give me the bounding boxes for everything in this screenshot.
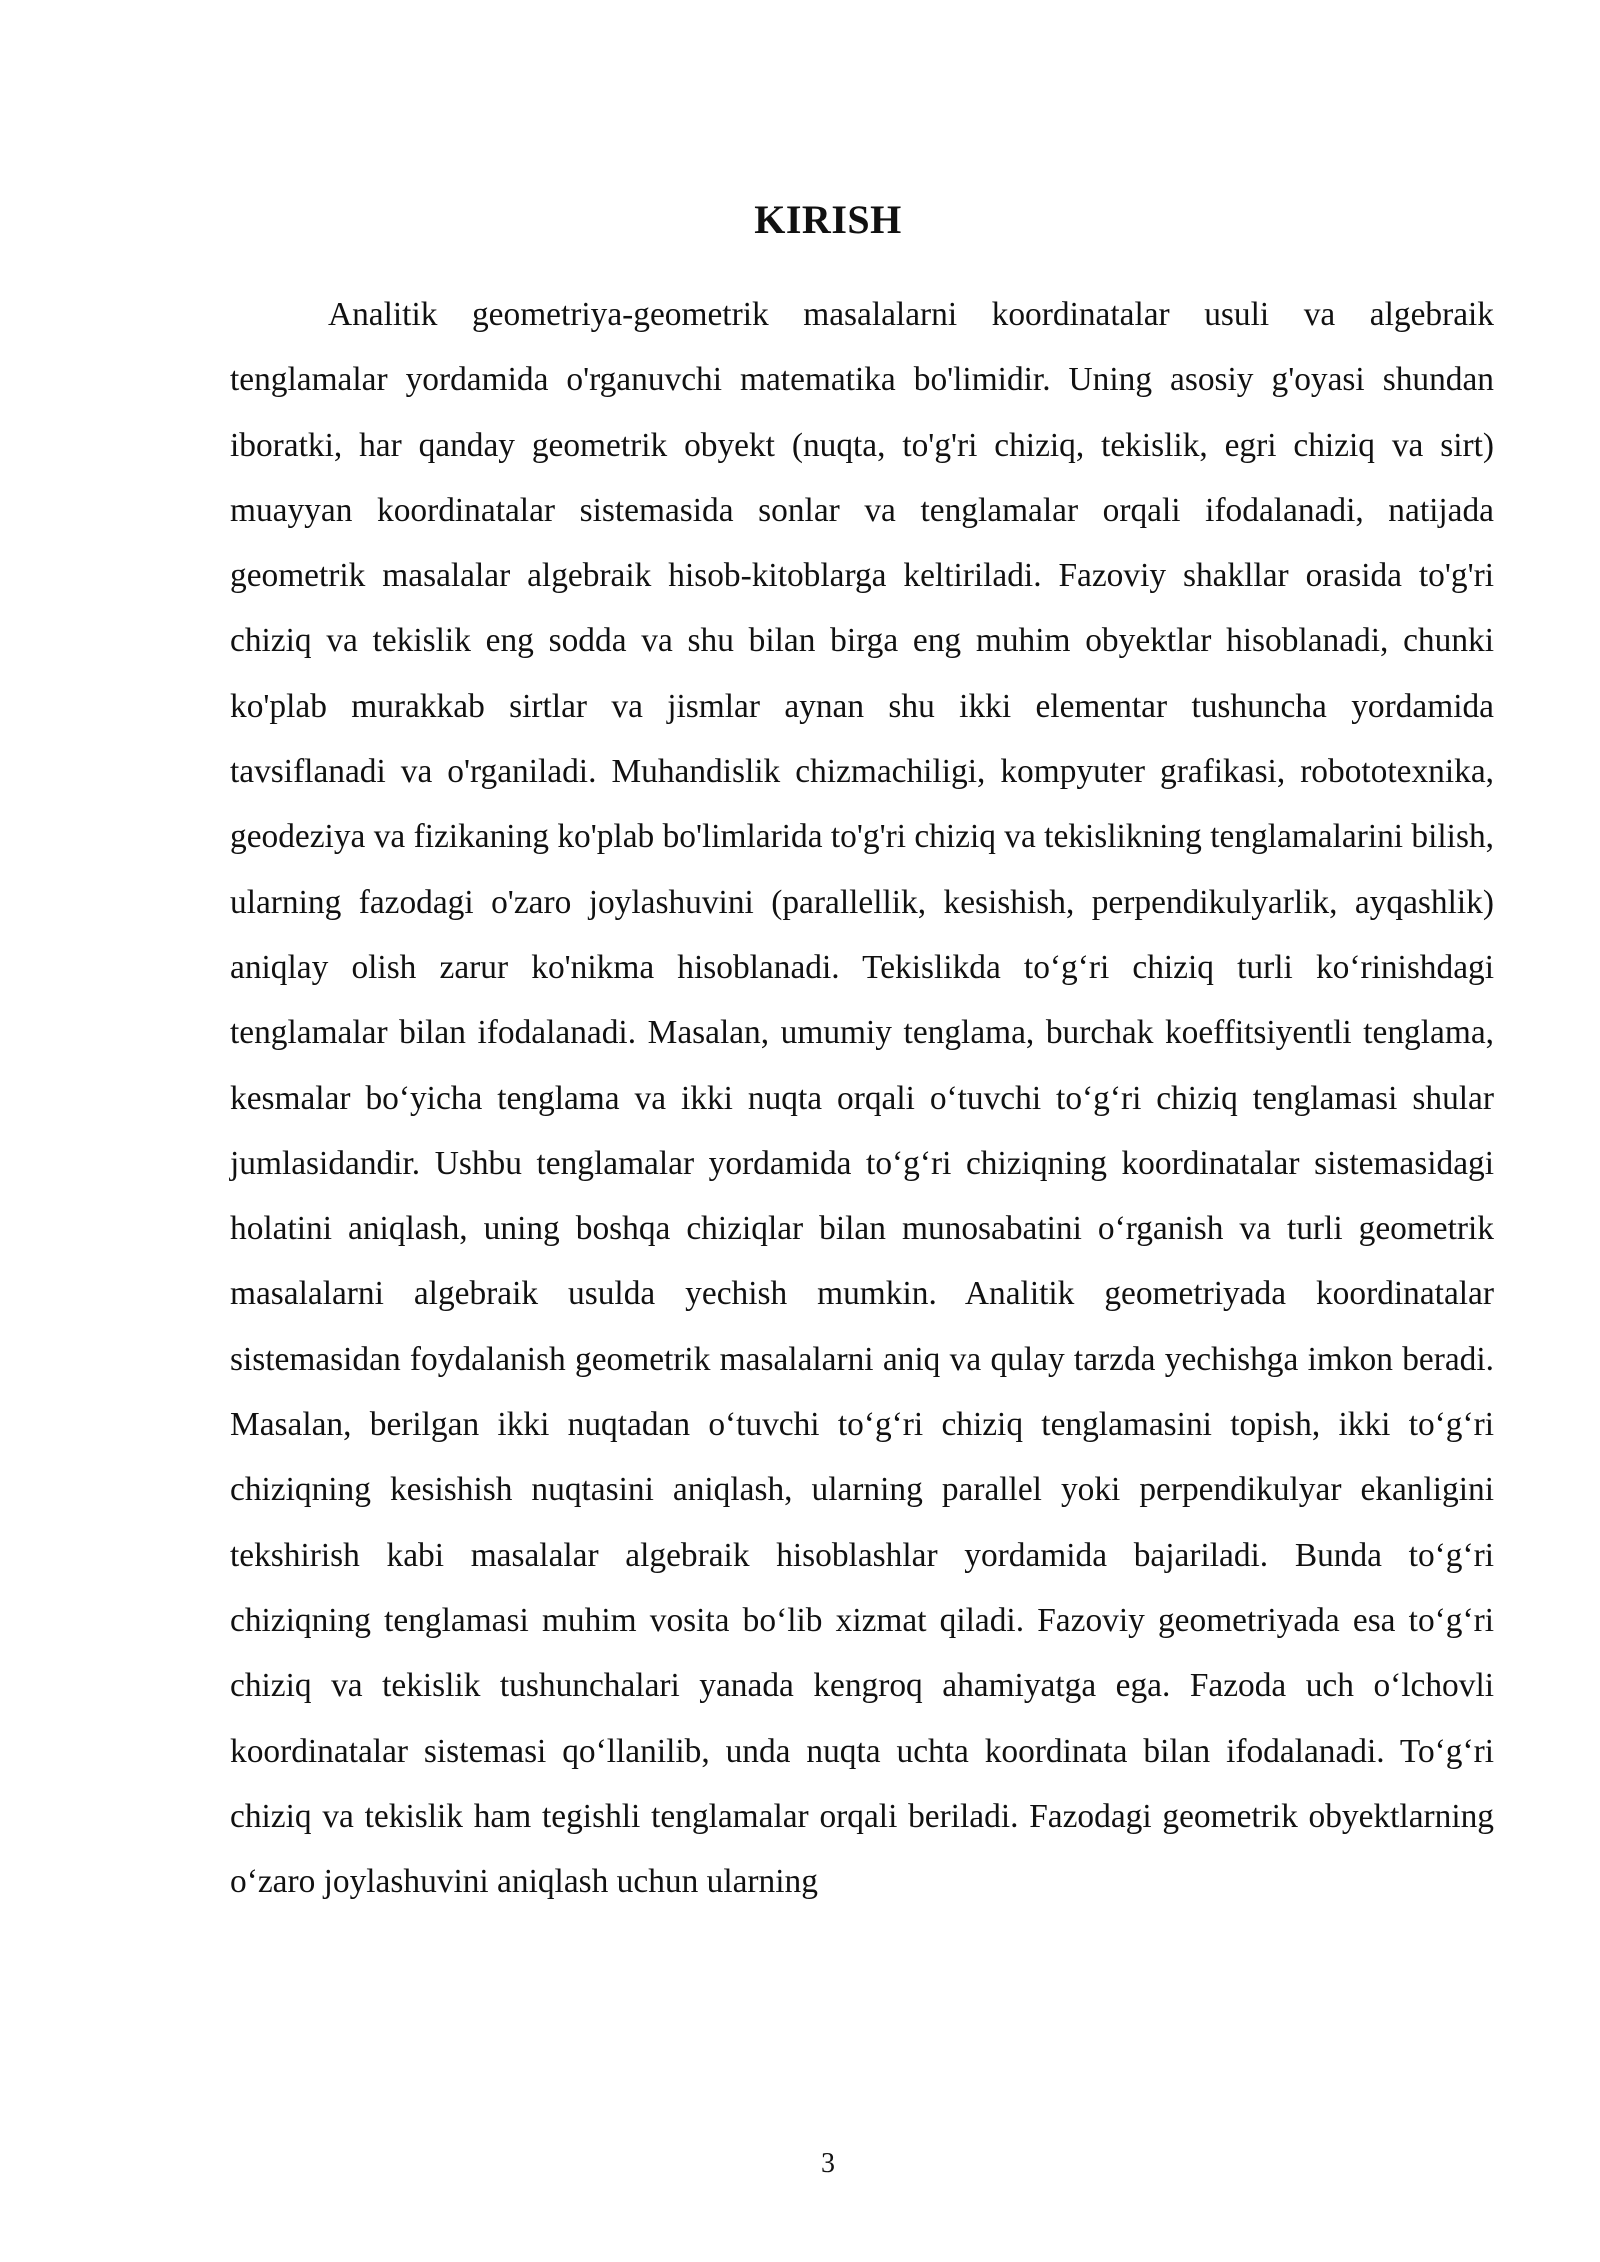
- body-paragraph: Analitik geometriya-geometrik masalalarni koordinatalar usuli va algebraik tenglamalar yordamida o'rganuvchi matematika bo'limidir. Uning asosiy g'oyasi shundan iboratki, har qanday geometrik obyekt (nuqta, to'g'ri chiziq, tekislik, egri chiziq va sirt) muayyan koordinatalar sistemasida sonlar va tenglamalar orqali ifodalanadi, natijada geometrik masalalar algebraik hisob-kitoblarga keltiriladi. Fazoviy shakllar orasida to'g'ri chiziq va tekislik eng sodda va shu bilan birga eng muhim obyektlar hisoblanadi, chunki ko'plab murakkab sirtlar va jismlar aynan shu ikki elementar tushuncha yordamida tavsiflanadi va o'rganiladi. Muhandislik chizmachiligi, kompyuter grafikasi, robototexnika, geodeziya va fizikaning ko'plab bo'limlarida to'g'ri chiziq va tekislikning tenglamalarini bilish, ularning fazodagi o'zaro joylashuvini (parallellik, kesishish, perpendikulyarlik, ayqashlik) aniqlay olish zarur ko'nikma hisoblanadi. Tekislikda to‘g‘ri chiziq turli ko‘rinishdagi tenglamalar bilan ifodalanadi. Masalan, umumiy tenglama, burchak koeffitsiyentli tenglama, kesmalar bo‘yicha tenglama va ikki nuqta orqali o‘tuvchi to‘g‘ri chiziq tenglamasi shular jumlasidandir. Ushbu tenglamalar yordamida to‘g‘ri chiziqning koordinatalar sistemasidagi holatini aniqlash, uning boshqa chiziqlar bilan munosabatini o‘rganish va turli geometrik masalalarni algebraik usulda yechish mumkin. Analitik geometriyada koordinatalar sistemasidan foydalanish geometrik masalalarni aniq va qulay tarzda yechishga imkon beradi. Masalan, berilgan ikki nuqtadan o‘tuvchi to‘g‘ri chiziq tenglamasini topish, ikki to‘g‘ri chiziqning kesishish nuqtasini aniqlash, ularning parallel yoki perpendikulyar ekanligini tekshirish kabi masalalar algebraik hisoblashlar yordamida bajariladi. Bunda to‘g‘ri chiziqning tenglamasi muhim vosita bo‘lib xizmat qiladi. Fazoviy geometriyada esa to‘g‘ri chiziq va tekislik tushunchalari yanada kengroq ahamiyatga ega. Fazoda uch o‘lchovli koordinatalar sistemasi qo‘llanilib, unda nuqta uchta koordinata bilan ifodalanadi. To‘g‘ri chiziq va tekislik ham tegishli tenglamalar orqali beriladi. Fazodagi geometrik obyektlarning o‘zaro joylashuvini aniqlash uchun ularning: [230, 296, 1494, 1901]
- page-title: KIRISH: [754, 197, 902, 242]
- page-number: 3: [821, 2148, 835, 2179]
